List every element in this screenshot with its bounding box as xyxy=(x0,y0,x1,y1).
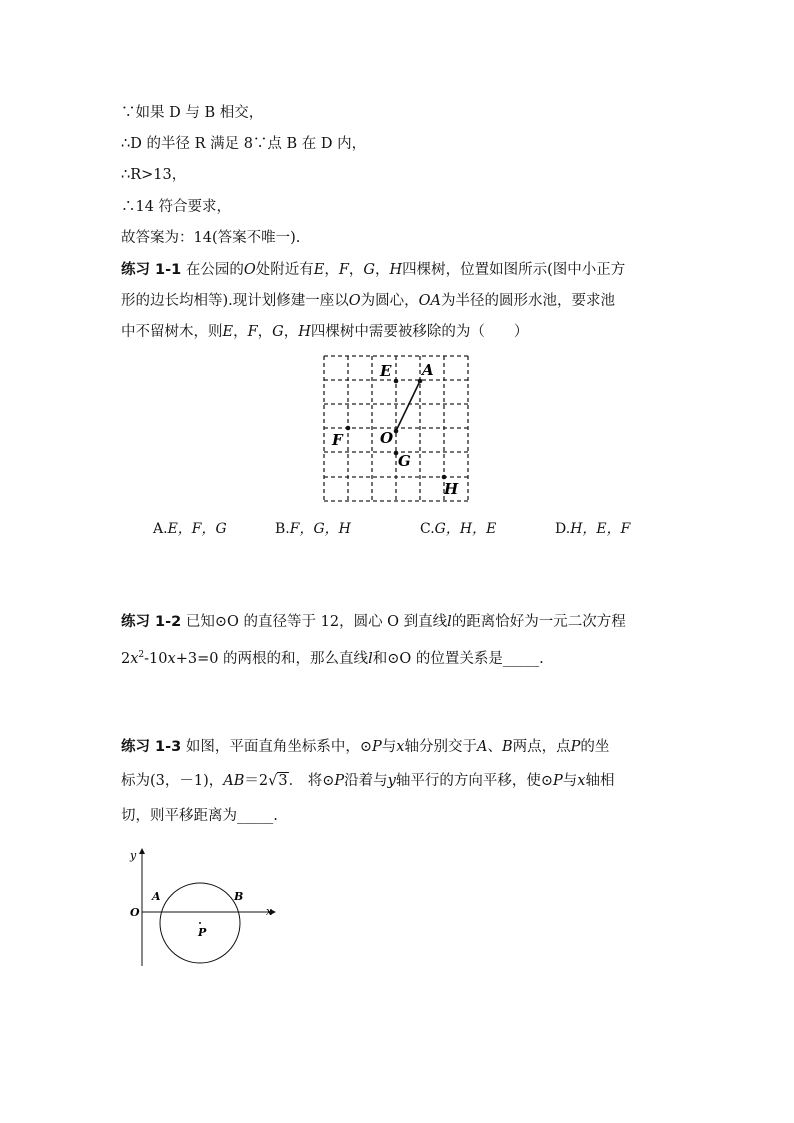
solution-line-2: ∴D 的半径 R 满足 8∵点 B 在 D 内， xyxy=(121,136,367,152)
y-arrow xyxy=(139,848,145,854)
option-c[interactable]: C.G，H，E xyxy=(420,521,497,537)
point-a xyxy=(418,379,423,384)
option-b[interactable]: B.F，G，H xyxy=(275,521,351,537)
point-e xyxy=(394,379,399,384)
label-o: O xyxy=(130,906,140,919)
coordinate-figure xyxy=(120,842,285,970)
point-h xyxy=(442,475,447,480)
label-e: E xyxy=(380,362,392,380)
ex2-label: 练习 1-2 xyxy=(121,614,182,630)
ex1-line-1: 练习 1-1 在公园的O处附近有E，F，G，H四棵树，位置如图所示(图中小正方 xyxy=(121,262,626,278)
solution-line-4: ∴14 符合要求， xyxy=(121,199,232,215)
label-o: O xyxy=(380,429,394,447)
point-f xyxy=(346,426,351,431)
label-b: B xyxy=(234,890,244,903)
center-p xyxy=(199,922,201,924)
label-x: x xyxy=(266,905,273,918)
label-y: y xyxy=(130,849,137,862)
label-a: A xyxy=(422,361,434,379)
label-f: F xyxy=(332,431,343,449)
ex1-label: 练习 1-1 xyxy=(121,262,182,278)
ex3-line-1: 练习 1-3 如图，平面直角坐标系中，⊙P与x轴分别交于A、B两点，点P的坐 xyxy=(121,739,610,755)
segment-oa xyxy=(396,381,420,431)
ex3-line-3: 切，则平移距离为_____. xyxy=(121,808,278,824)
ex2-line-2: $2x^2-10x+3=0$ 的两根的和，那么直线l和⊙O 的位置关系是_____. xyxy=(121,650,544,667)
point-o xyxy=(394,429,399,434)
option-d[interactable]: D.H，E，F xyxy=(555,521,631,537)
ex2-line-1: 练习 1-2 已知⊙O 的直径等于 12，圆心 O 到直线l的距离恰好为一元二次方程 xyxy=(121,614,626,630)
label-p: P xyxy=(198,926,207,939)
solution-line-1: ∵如果 D 与 B 相交， xyxy=(121,105,264,121)
ex1-line-2: 形的边长均相等).现计划修建一座以O为圆心，OA为半径的圆形水池，要求池 xyxy=(121,293,616,309)
solution-line-5: 故答案为：14(答案不唯一). xyxy=(121,230,301,246)
label-a: A xyxy=(152,890,161,903)
solution-line-3: ∴R>13， xyxy=(121,167,187,183)
ex3-label: 练习 1-3 xyxy=(121,739,182,755)
ex3-line-2: 标为(3，－1)，AB＝2√3． 将⊙P沿着与y轴平行的方向平移，使⊙P与x轴相 xyxy=(121,773,615,789)
label-g: G xyxy=(398,452,411,470)
option-a[interactable]: A.E，F，G xyxy=(153,521,227,537)
label-h: H xyxy=(444,480,459,498)
ex1-line-3: 中不留树木，则E，F，G，H四棵树中需要被移除的为（ ） xyxy=(121,324,529,340)
sqrt-symbol: √3 xyxy=(268,773,288,789)
tree-grid-figure xyxy=(318,350,478,510)
